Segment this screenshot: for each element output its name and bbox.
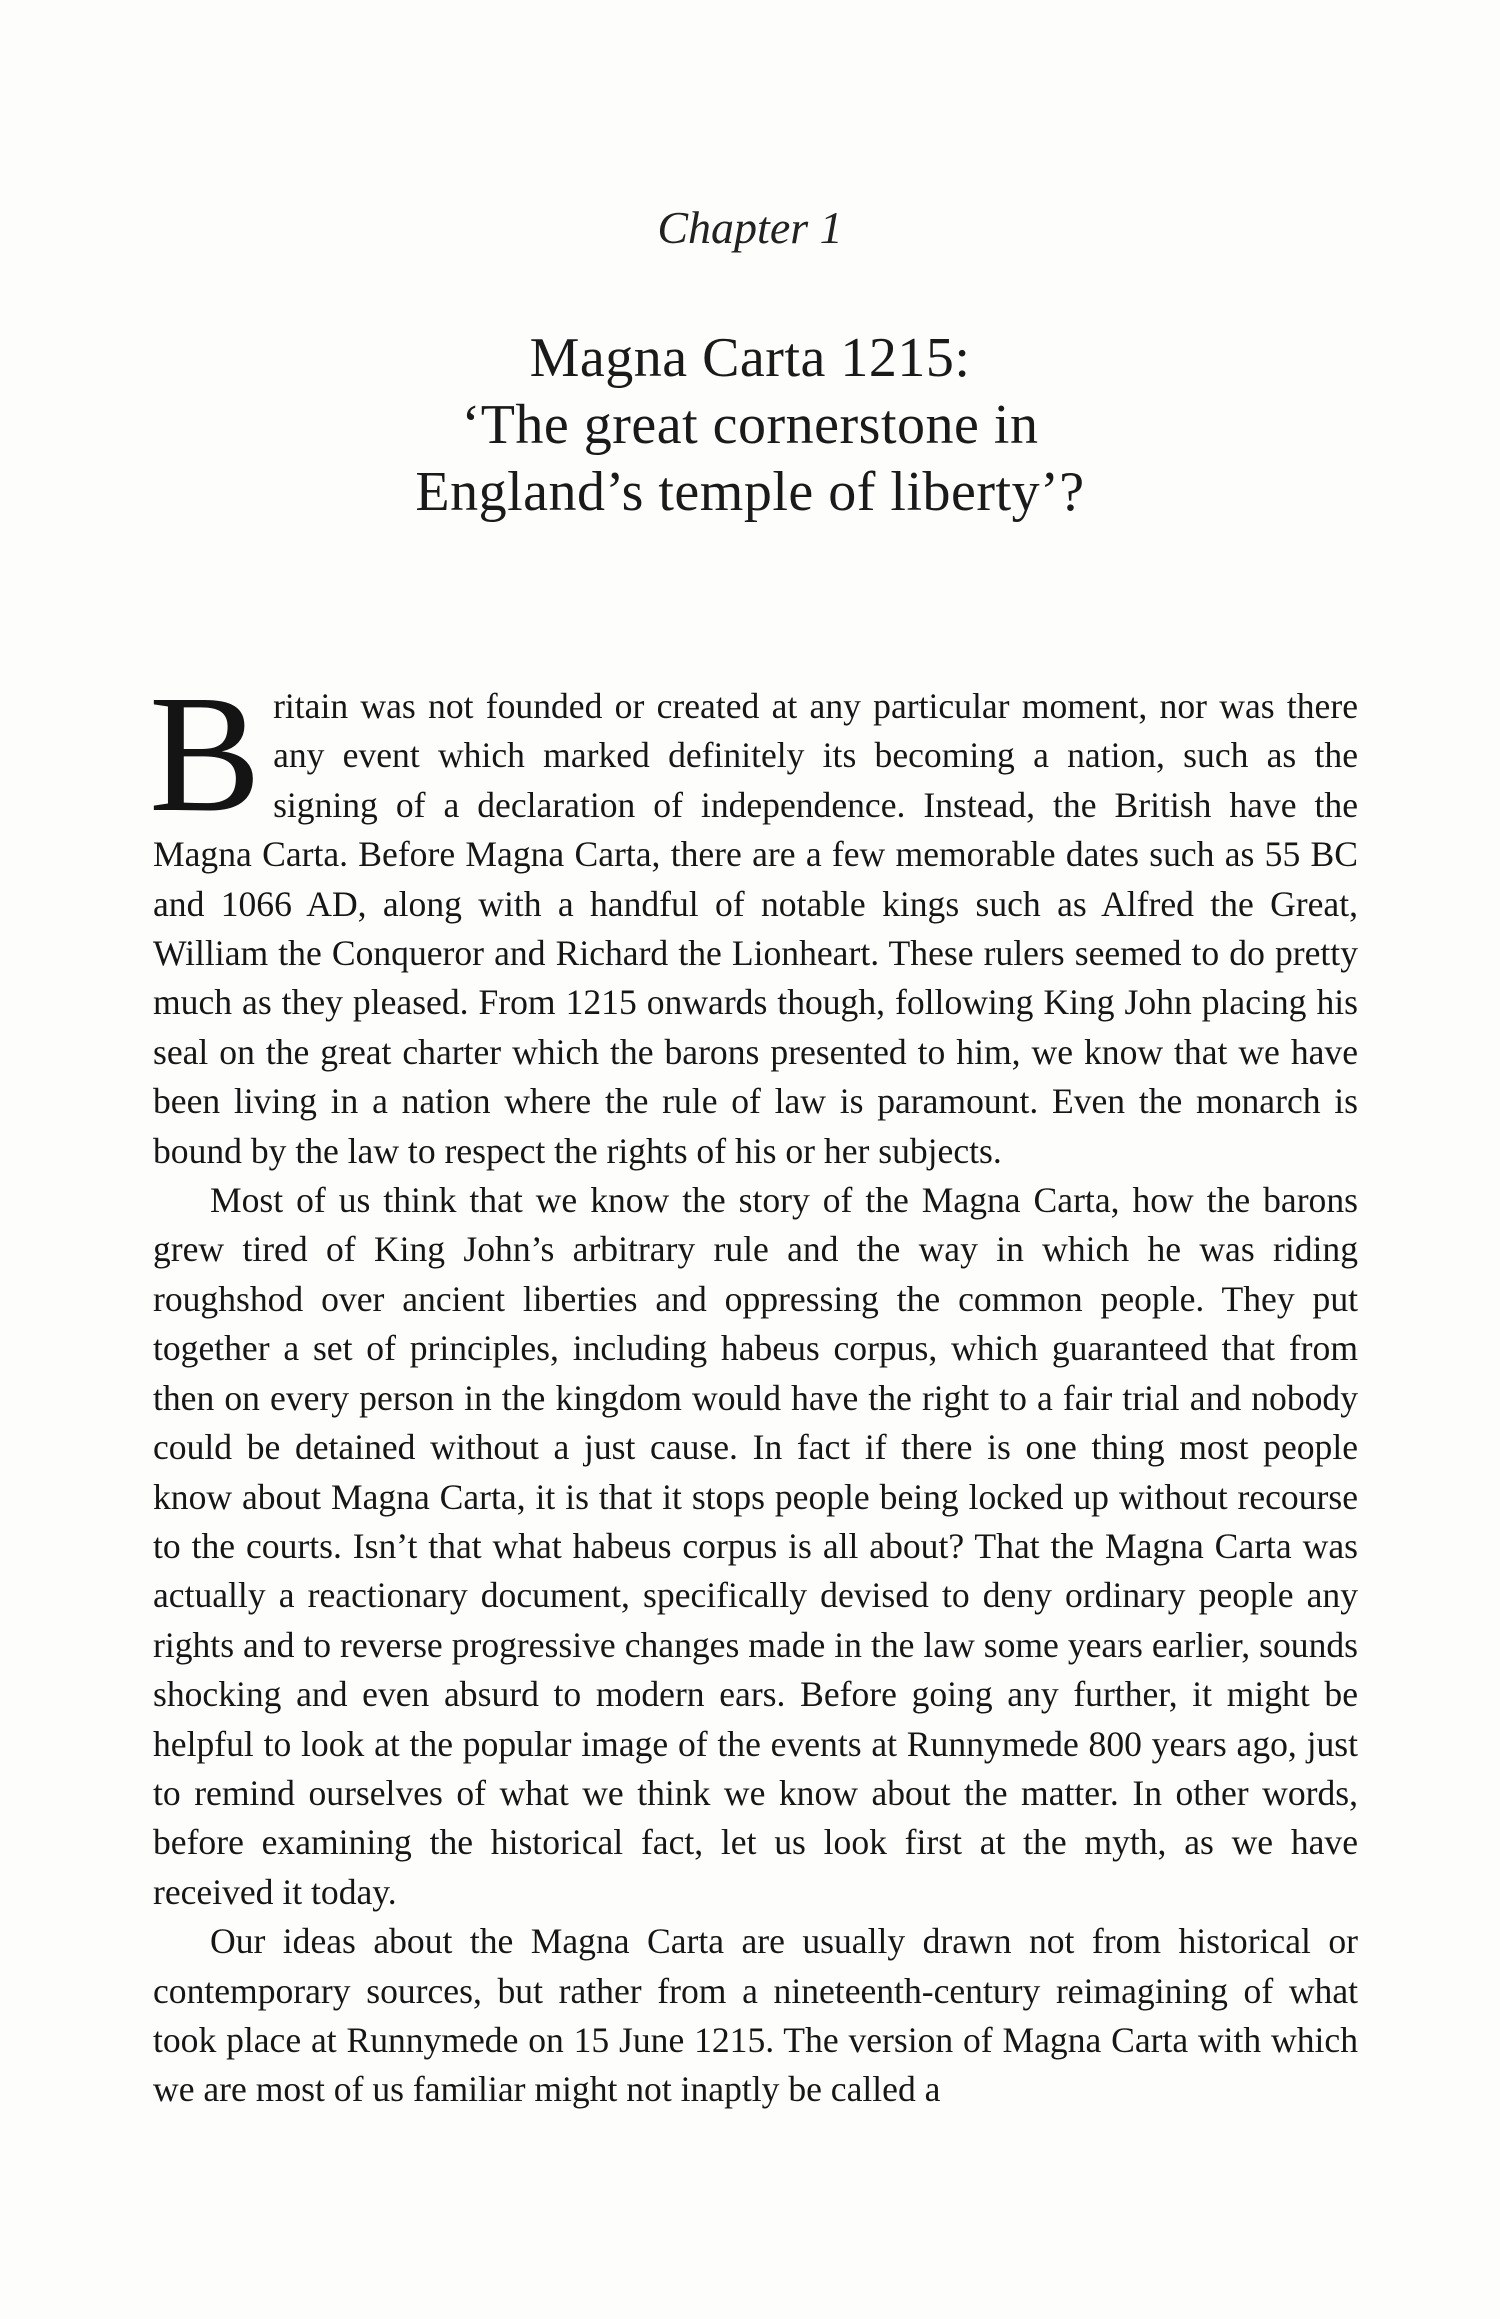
paragraph-2: Most of us think that we know the story of the Magna Carta, how the barons grew tired of King John’s arbitrary rule and the way in which he was riding roughshod over ancient liberties and oppressing the common people. They put together a set of principles, including habeus corpus, which guaranteed that from then on every person in the kingdom would have the right to a fair trial and nobody could be detained without a just cause. In fact if there is one thing most people know about Magna Carta, it is that it stops people being locked up without recourse to the courts. Isn’t that what habeus corpus is all about? That the Magna Carta was actually a reactionary document, specifically devised to deny ordinary people any rights and to reverse progressive changes made in the law some years earlier, sounds shocking and even absurd to modern ears. Before going any further, it might be helpful to look at the popular image of the events at Runnymede 800 years ago, just to remind ourselves of what we think we know about the matter. In other words, before examining the historical fact, let us look first at the myth, as we have received it today. [153,1180,1358,1912]
paragraph-1 [149,661,1358,1176]
chapter-title-line-2: ‘The great cornerstone in [461,394,1039,456]
chapter-title [0,325,1500,526]
chapter-label: Chapter 1 [657,202,843,253]
chapter-title-line-3: England’s temple of liberty’? [415,461,1085,523]
paragraph-3: Our ideas about the Magna Carta are usually drawn not from historical or contemporary sources, but rather from a nineteenth-century reimagining of what took place at Runnymede on 15 June 1215. The version of Magna Carta with which we are most of us familiar might not inaptly be called a [153,1921,1358,2110]
drop-cap: B [149,661,262,847]
chapter-title-line-1: Magna Carta 1215: [529,327,971,389]
body-text [149,661,1358,2115]
paragraph-1-text: ritain was not founded or created at any particular moment, nor was there any event which marked definitely its becoming a nation, such as the signing of a declaration of independence. Instead, the British have the Magna Carta. Before Magna Carta, there are a few memorable dates such as 55 BC and 1066 AD, along with a handful of notable kings such as Alfred the Great, William the Conqueror and Richard the Lionheart. These rulers seemed to do pretty much as they pleased. From 1215 onwards though, following King John placing his seal on the great charter which the barons presented to him, we know that we have been living in a nation where the rule of law is paramount. Even the monarch is bound by the law to respect the rights of his or her subjects. [153,686,1358,1171]
